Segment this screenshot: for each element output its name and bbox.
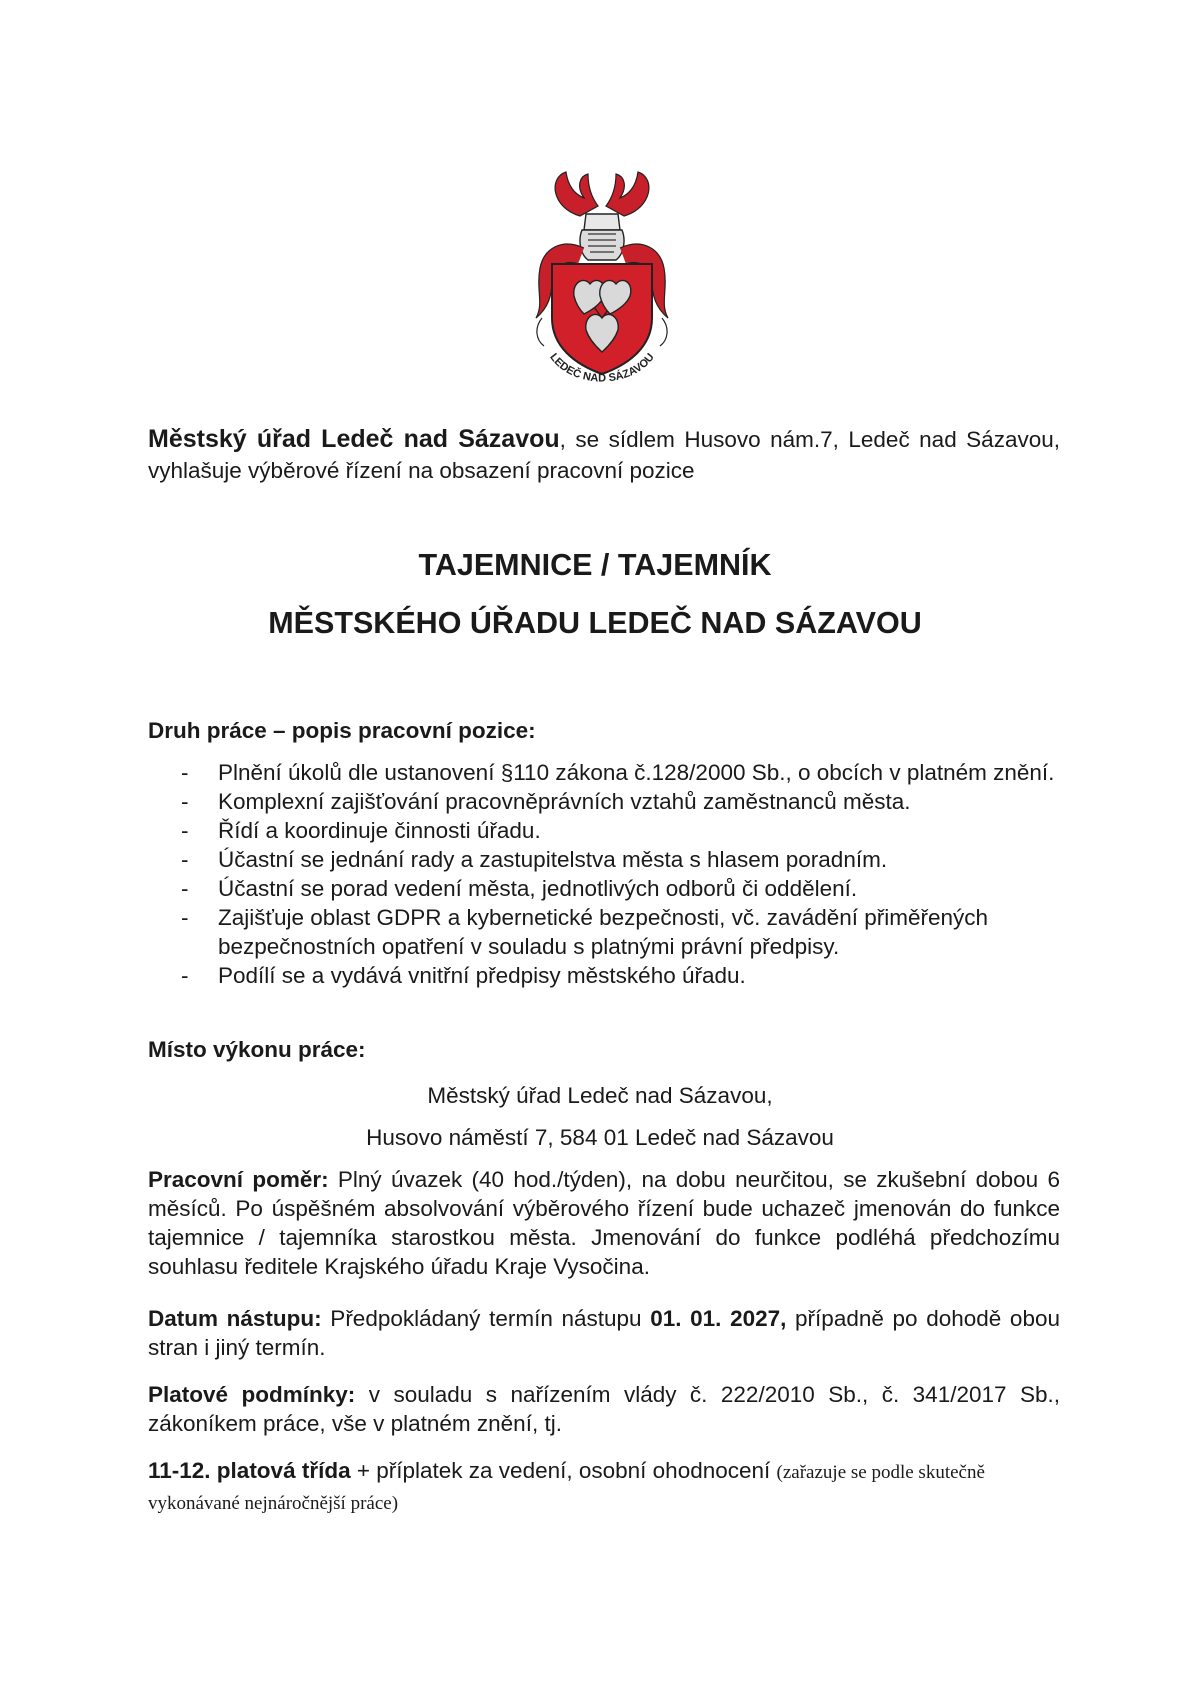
- intro-text: , se sídlem Husovo nám.7, Ledeč nad Sázavou, vyhlašuje výběrové řízení na obsazení pracovní pozice: [148, 427, 1060, 483]
- workplace-line2: Husovo náměstí 7, 584 01 Ledeč nad Sázavou: [366, 1125, 834, 1150]
- list-item: - Účastní se jednání rady a zastupitelstva města s hlasem poradním.: [148, 845, 1060, 874]
- salary-text: v souladu s nařízením vlády č. 222/2010 Sb., č. 341/2017 Sb., zákoníkem práce, vše v platném znění, tj.: [148, 1382, 1061, 1436]
- employment-paragraph: [148, 1165, 1060, 1281]
- list-item: - Podílí se a vydává vnitřní předpisy městského úřadu.: [148, 961, 1060, 990]
- start-date-label: Datum nástupu:: [148, 1306, 322, 1331]
- position-title-line1: TAJEMNICE / TAJEMNÍK: [418, 548, 772, 582]
- salary-class-label: 11-12. platová třída: [148, 1458, 351, 1483]
- position-title-line2: MĚSTSKÉHO ÚŘADU LEDEČ NAD SÁZAVOU: [268, 606, 922, 640]
- salary-class-text: + příplatek za vedení, osobní ohodnocení: [350, 1458, 777, 1483]
- start-date-value: 01. 01. 2027,: [650, 1306, 787, 1331]
- office-name: Městský úřad Ledeč nad Sázavou: [148, 425, 560, 453]
- list-item: - Komplexní zajišťování pracovněprávních vztahů zaměstnanců města.: [148, 787, 1060, 816]
- salary-paragraph: [148, 1380, 1060, 1438]
- start-date-paragraph: [148, 1304, 1060, 1362]
- employment-label: Pracovní poměr:: [148, 1167, 329, 1192]
- job-description-heading: Druh práce – popis pracovní pozice:: [148, 718, 536, 743]
- workplace-line1: Městský úřad Ledeč nad Sázavou,: [427, 1083, 773, 1108]
- intro-paragraph: [148, 424, 1060, 486]
- coat-of-arms-logo: [522, 168, 682, 404]
- list-item: - Řídí a koordinuje činnosti úřadu.: [148, 816, 1060, 845]
- salary-label: Platové podmínky:: [148, 1382, 356, 1407]
- helmet: [580, 214, 624, 260]
- list-item: - Účastní se porad vedení města, jednotlivých odborů či oddělení.: [148, 874, 1060, 903]
- list-item: - Plnění úkolů dle ustanovení §110 zákona č.128/2000 Sb., o obcích v platném znění.: [148, 758, 1060, 787]
- crest-wings: [555, 172, 649, 216]
- salary-class-note: (zařazuje se podle skutečně vykonávané nejnáročnější práce): [148, 1462, 985, 1514]
- list-item: - Zajišťuje oblast GDPR a kybernetické bezpečnosti, vč. zavádění přiměřených bezpečnostních opatření v souladu s platnými právní předpisy.: [148, 903, 1060, 961]
- employment-text: Plný úvazek (40 hod./týden), na dobu neurčitou, se zkušební dobou 6 měsíců. Po úspěšném absolvování výběrového řízení bude uchazeč jmenován do funkce tajemnice / tajemníka starostkou města. Jmenování do funkce podléhá předchozímu souhlasu ředitele Krajského úřadu Kraje Vysočina.: [148, 1167, 1060, 1279]
- start-date-text-before: Předpokládaný termín nástupu: [321, 1306, 651, 1331]
- job-description-list: [148, 758, 1060, 990]
- start-date-text-after: případně po dohodě obou stran i jiný termín.: [148, 1306, 1060, 1360]
- workplace-heading: Místo výkonu práce:: [148, 1037, 366, 1062]
- crest-caption: LEDEČ NAD SÁZAVOU: [547, 351, 657, 385]
- salary-class-paragraph: [148, 1456, 1060, 1518]
